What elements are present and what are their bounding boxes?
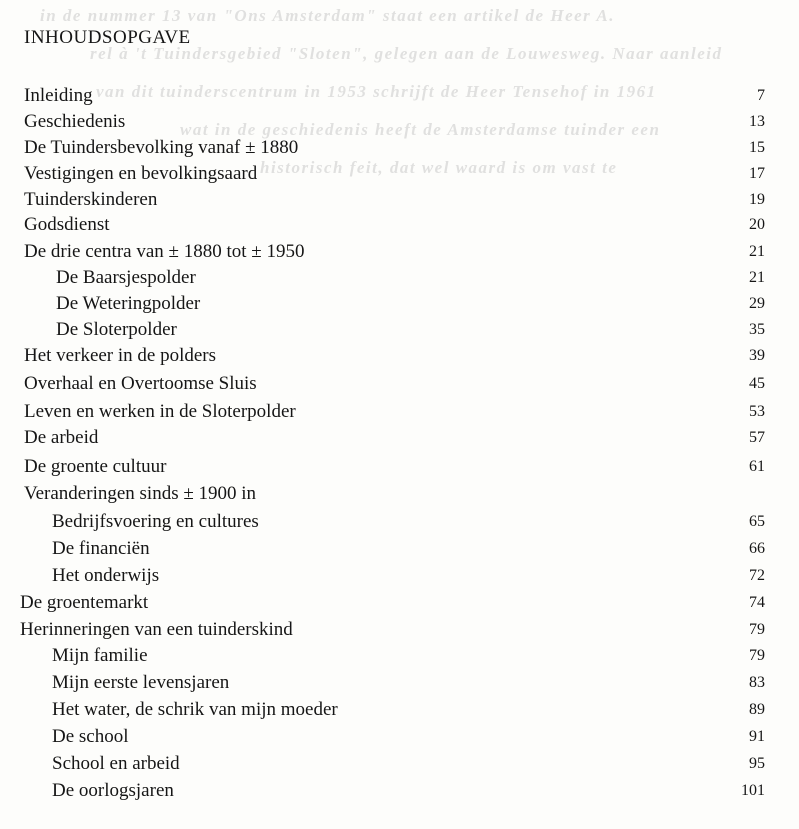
toc-page-number: 21	[749, 269, 765, 286]
toc-page-number: 83	[749, 674, 765, 691]
toc-entry	[0, 779, 799, 803]
toc-page-number: 57	[749, 429, 765, 446]
toc-label: Mijn eerste levensjaren	[52, 672, 230, 693]
toc-entry	[0, 84, 799, 108]
toc-page-number: 79	[749, 621, 765, 638]
toc-label: Vestigingen en bevolkingsaard	[24, 163, 258, 184]
toc-entry	[0, 671, 799, 695]
bleed-line: historisch feit, dat wel waard is om vast te	[260, 158, 618, 177]
toc-entry	[0, 188, 799, 212]
toc-entry	[0, 591, 799, 615]
toc-entry	[0, 110, 799, 134]
toc-entry	[0, 266, 799, 290]
toc-page-number: 21	[749, 243, 765, 260]
toc-label: De arbeid	[24, 427, 99, 448]
bleed-line: in de nummer 13 van "Ons Amsterdam" staat een artikel de Heer A.	[40, 6, 615, 25]
toc-page-number: 72	[749, 567, 765, 584]
toc-label: Veranderingen sinds ± 1900 in	[24, 483, 257, 504]
toc-page-number: 13	[749, 113, 765, 130]
toc-page-number: 7	[757, 87, 765, 104]
toc-page-number: 53	[749, 403, 765, 420]
toc-page-number: 66	[749, 540, 765, 557]
toc-entry	[0, 136, 799, 160]
toc-label: Het water, de schrik van mijn moeder	[52, 699, 338, 720]
toc-label: School en arbeid	[52, 753, 180, 774]
toc-page-number: 15	[749, 139, 765, 156]
toc-page-number: 17	[749, 165, 765, 182]
toc-entry	[0, 455, 799, 479]
toc-entry	[0, 510, 799, 534]
toc-label: Het verkeer in de polders	[24, 345, 217, 366]
bleed-line: rel à 't Tuindersgebied "Sloten", gelegen aan de Louwesweg. Naar aanleid	[90, 44, 723, 63]
toc-page-number: 35	[749, 321, 765, 338]
toc-label: De school	[52, 726, 129, 747]
toc-page-number: 79	[749, 647, 765, 664]
toc-entry	[0, 292, 799, 316]
page-title: INHOUDSOPGAVE	[24, 27, 191, 48]
toc-label: De oorlogsjaren	[52, 780, 174, 801]
toc-label: De Tuindersbevolking vanaf ± 1880	[24, 137, 299, 158]
toc-entry	[0, 644, 799, 668]
toc-entry	[0, 537, 799, 561]
toc-entry	[0, 698, 799, 722]
toc-label: Leven en werken in de Sloterpolder	[24, 401, 296, 422]
toc-entry	[0, 426, 799, 450]
toc-entry	[0, 725, 799, 749]
toc-label: Bedrijfsvoering en cultures	[52, 511, 259, 532]
toc-label: De groentemarkt	[20, 592, 149, 613]
bleed-line: van dit tuinderscentrum in 1953 schrijft de Heer Tensehof in 1961	[96, 82, 657, 101]
toc-label: Geschiedenis	[24, 111, 126, 132]
toc-label: De Sloterpolder	[56, 319, 177, 340]
toc-label: De Weteringpolder	[56, 293, 201, 314]
toc-entry	[0, 482, 799, 506]
toc-page-number: 39	[749, 347, 765, 364]
toc-entry	[0, 213, 799, 237]
toc-label: Overhaal en Overtoomse Sluis	[24, 373, 257, 394]
toc-page-number: 74	[749, 594, 765, 611]
toc-entry	[0, 752, 799, 776]
toc-page-number: 20	[749, 216, 765, 233]
toc-page-number: 65	[749, 513, 765, 530]
bleed-line: wat in de geschiedenis heeft de Amsterdamse tuinder een	[180, 120, 661, 139]
toc-label: Godsdienst	[24, 214, 110, 235]
toc-label: De groente cultuur	[24, 456, 167, 477]
toc-page-number: 19	[749, 191, 765, 208]
toc-entry	[0, 240, 799, 264]
toc-page-number: 89	[749, 701, 765, 718]
toc-page-number: 61	[749, 458, 765, 475]
toc-label: De drie centra van ± 1880 tot ± 1950	[24, 241, 305, 262]
toc-entry	[0, 618, 799, 642]
toc-page-number: 95	[749, 755, 765, 772]
toc-label: Tuinderskinderen	[24, 189, 158, 210]
toc-label: Mijn familie	[52, 645, 148, 666]
toc-label: De financiën	[52, 538, 150, 559]
toc-page-number: 101	[741, 782, 765, 799]
toc-entry	[0, 318, 799, 342]
toc-label: De Baarsjespolder	[56, 267, 196, 288]
toc-label: Herinneringen van een tuinderskind	[20, 619, 293, 640]
toc-page-number: 45	[749, 375, 765, 392]
toc-label: Het onderwijs	[52, 565, 160, 586]
toc-page-number: 91	[749, 728, 765, 745]
toc-page-number: 29	[749, 295, 765, 312]
toc-entry	[0, 344, 799, 368]
toc-entry	[0, 564, 799, 588]
toc-label: Inleiding	[24, 85, 93, 106]
toc-entry	[0, 400, 799, 424]
toc-entry	[0, 162, 799, 186]
toc-entry	[0, 372, 799, 396]
